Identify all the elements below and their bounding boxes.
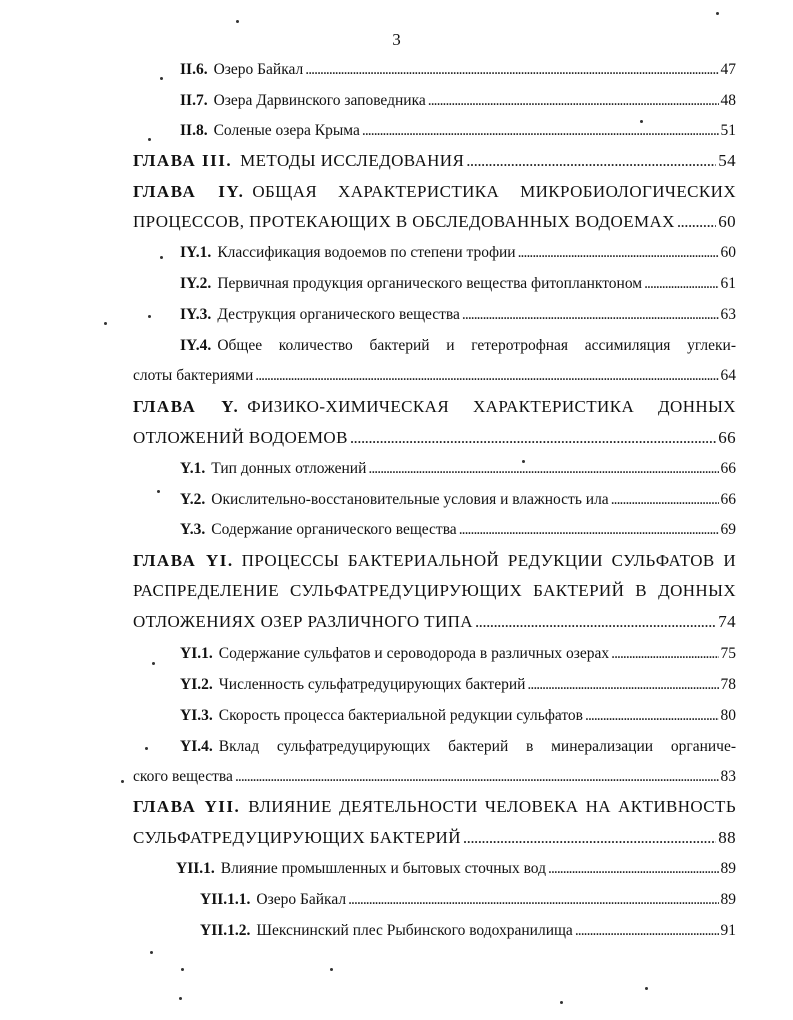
- toc-number: YII.1.2.: [200, 922, 251, 939]
- scan-speck: [236, 20, 239, 23]
- chapter-title-line: РАСПРЕДЕЛЕНИЕ СУЛЬФАТРЕДУЦИРУЮЩИХ БАКТЕРИЙ В ДОННЫХ: [133, 581, 736, 600]
- toc-chapter: [133, 396, 736, 418]
- scan-speck: [181, 968, 184, 971]
- toc-chapter: [133, 150, 736, 172]
- leader-dots: [677, 211, 716, 233]
- chapter-title-line: ПРОЦЕССОВ, ПРОТЕКАЮЩИХ В ОБСЛЕДОВАННЫХ ВОДОЕМАХ: [133, 212, 675, 231]
- scan-speck: [121, 780, 124, 783]
- toc-page: 60: [720, 244, 736, 261]
- scan-speck: [645, 987, 648, 990]
- toc-title: Содержание сульфатов и сероводорода в различных озерах: [218, 645, 610, 662]
- leader-dots: [235, 766, 719, 788]
- scan-speck: [560, 1001, 563, 1004]
- toc-number: IY.3.: [180, 306, 212, 323]
- toc-number: YI.4.: [180, 738, 213, 755]
- toc-title-line: ского вещества: [133, 768, 233, 785]
- scan-speck: [150, 951, 153, 954]
- toc-title: Влияние промышленных и бытовых сточных вод: [220, 860, 546, 877]
- leader-dots: [611, 489, 719, 511]
- toc-entry: [180, 489, 736, 511]
- chapter-number: ГЛАВА III.: [133, 151, 233, 170]
- toc-entry: [180, 674, 736, 696]
- toc-page: 91: [720, 922, 736, 939]
- leader-dots: [527, 674, 718, 696]
- scan-speck: [152, 662, 155, 665]
- toc-chapter: [133, 181, 736, 203]
- chapter-number: ГЛАВА Y.: [133, 397, 240, 416]
- toc-title-line: слоты бактериями: [133, 367, 254, 384]
- toc-entry: [176, 858, 736, 880]
- toc-number: YI.3.: [180, 707, 213, 724]
- chapter-title: МЕТОДЫ ИССЛЕДОВАНИЯ: [240, 151, 465, 170]
- toc-title: Деструкция органического вещества: [217, 306, 460, 323]
- chapter-title-line: ВЛИЯНИЕ ДЕЯТЕЛЬНОСТИ ЧЕЛОВЕКА НА АКТИВНОСТЬ: [248, 797, 736, 816]
- leader-dots: [548, 858, 719, 880]
- toc-title-line: Вклад сульфатредуцирующих бактерий в минерализации органиче-: [218, 738, 736, 755]
- toc-entry: [180, 242, 736, 264]
- toc-chapter-continued: [133, 211, 736, 233]
- scan-speck: [640, 120, 643, 123]
- toc-number: YI.1.: [180, 645, 213, 662]
- toc-chapter-continued: [133, 611, 736, 633]
- scan-speck: [179, 997, 182, 1000]
- toc-number: II.6.: [180, 61, 208, 78]
- toc-entry: [180, 705, 736, 727]
- toc-number: Y.2.: [180, 491, 206, 508]
- leader-dots: [428, 90, 719, 112]
- chapter-title-line: ОБЩАЯ ХАРАКТЕРИСТИКА МИКРОБИОЛОГИЧЕСКИХ: [252, 182, 737, 201]
- toc-chapter-continued: [133, 580, 736, 602]
- scan-speck: [522, 460, 525, 463]
- toc-title: Тип донных отложений: [211, 460, 367, 477]
- leader-dots: [459, 519, 719, 541]
- toc-page: 69: [720, 521, 736, 538]
- chapter-title-line: ОТЛОЖЕНИЙ ВОДОЕМОВ: [133, 428, 348, 447]
- toc-number: YI.2.: [180, 676, 213, 693]
- chapter-title-line: ПРОЦЕССЫ БАКТЕРИАЛЬНОЙ РЕДУКЦИИ СУЛЬФАТОВ И: [241, 551, 736, 570]
- page-number: 3: [392, 30, 401, 49]
- leader-dots: [611, 643, 718, 665]
- leader-dots: [463, 827, 716, 849]
- toc-page: 89: [720, 891, 736, 908]
- toc-number: Y.3.: [180, 521, 206, 538]
- toc-title-line: Общее количество бактерий и гетеротрофная ассимиляция углеки-: [217, 337, 736, 354]
- toc-entry: [180, 519, 736, 541]
- toc-entry: [180, 90, 736, 112]
- toc-page: 66: [718, 428, 736, 447]
- toc-entry: [180, 736, 736, 758]
- toc-page: 54: [718, 151, 736, 170]
- scan-speck: [160, 77, 163, 80]
- leader-dots: [475, 611, 716, 633]
- scan-speck: [330, 968, 333, 971]
- leader-dots: [368, 458, 718, 480]
- toc-number: IY.1.: [180, 244, 212, 261]
- toc-title: Озеро Байкал: [213, 61, 304, 78]
- toc-page: 75: [720, 645, 736, 662]
- toc-page: 47: [720, 61, 736, 78]
- leader-dots: [350, 427, 716, 449]
- leader-dots: [466, 150, 716, 172]
- leader-dots: [462, 304, 719, 326]
- leader-dots: [518, 242, 719, 264]
- toc-title: Численность сульфатредуцирующих бактерий: [218, 676, 526, 693]
- toc-chapter: [133, 796, 736, 818]
- toc-number: II.7.: [180, 92, 208, 109]
- chapter-number: ГЛАВА YI.: [133, 551, 234, 570]
- toc-entry: [180, 643, 736, 665]
- toc-page: 60: [718, 212, 736, 231]
- toc-entry-continued: [133, 766, 736, 788]
- leader-dots: [362, 120, 719, 142]
- toc-title: Скорость процесса бактериальной редукции сульфатов: [218, 707, 583, 724]
- toc-number: YII.1.1.: [200, 891, 251, 908]
- toc-page: 64: [720, 367, 736, 384]
- scan-speck: [157, 490, 160, 493]
- toc-title: Озера Дарвинского заповедника: [213, 92, 426, 109]
- scan-speck: [716, 12, 719, 15]
- chapter-title-line: ФИЗИКО-ХИМИЧЕСКАЯ ХАРАКТЕРИСТИКА ДОННЫХ: [247, 397, 736, 416]
- toc-title: Шекснинский плес Рыбинского водохранилища: [256, 922, 573, 939]
- chapter-title-line: ОТЛОЖЕНИЯХ ОЗЕР РАЗЛИЧНОГО ТИПА: [133, 612, 473, 631]
- toc-entry: [200, 920, 736, 942]
- toc-number: II.8.: [180, 122, 208, 139]
- toc-entry: [180, 273, 736, 295]
- toc-page: 51: [720, 122, 736, 139]
- toc-number: YII.1.: [176, 860, 215, 877]
- toc-number: Y.1.: [180, 460, 206, 477]
- toc-entry: [200, 889, 736, 911]
- toc-title: Первичная продукция органического вещества фитопланктоном: [217, 275, 643, 292]
- toc-chapter-continued: [133, 427, 736, 449]
- toc-title: Окислительно-восстановительные условия и влажность ила: [211, 491, 609, 508]
- toc-number: IY.2.: [180, 275, 212, 292]
- scan-speck: [145, 747, 148, 750]
- toc-number: IY.4.: [180, 337, 212, 354]
- toc-page: 66: [720, 491, 736, 508]
- leader-dots: [305, 59, 718, 81]
- toc-title: Соленые озера Крыма: [213, 122, 360, 139]
- toc-chapter-continued: [133, 827, 736, 849]
- toc-page: 78: [720, 676, 736, 693]
- toc-title: Содержание органического вещества: [211, 521, 457, 538]
- toc-page: 61: [720, 275, 736, 292]
- scan-speck: [160, 256, 163, 259]
- toc-page: 88: [718, 828, 736, 847]
- scan-speck: [148, 315, 151, 318]
- scan-speck: [104, 322, 107, 325]
- leader-dots: [575, 920, 719, 942]
- toc-entry: [180, 120, 736, 142]
- toc-title: Классификация водоемов по степени трофии: [217, 244, 516, 261]
- chapter-number: ГЛАВА IY.: [133, 182, 245, 201]
- leader-dots: [348, 889, 718, 911]
- chapter-title-line: СУЛЬФАТРЕДУЦИРУЮЩИХ БАКТЕРИЙ: [133, 828, 461, 847]
- toc-page: 48: [720, 92, 736, 109]
- toc-page: 74: [718, 612, 736, 631]
- toc-page: 83: [720, 768, 736, 785]
- leader-dots: [644, 273, 718, 295]
- toc-entry: [180, 335, 736, 357]
- toc-page: 63: [720, 306, 736, 323]
- toc-chapter: [133, 550, 736, 572]
- toc-title: Озеро Байкал: [256, 891, 347, 908]
- scan-speck: [148, 138, 151, 141]
- toc-page: 89: [720, 860, 736, 877]
- toc-page: 66: [720, 460, 736, 477]
- toc-entry: [180, 304, 736, 326]
- toc-entry: [180, 59, 736, 81]
- chapter-number: ГЛАВА YII.: [133, 797, 241, 816]
- toc-entry: [180, 458, 736, 480]
- toc-entry-continued: [133, 365, 736, 387]
- leader-dots: [585, 705, 719, 727]
- toc-page: 80: [720, 707, 736, 724]
- leader-dots: [255, 365, 718, 387]
